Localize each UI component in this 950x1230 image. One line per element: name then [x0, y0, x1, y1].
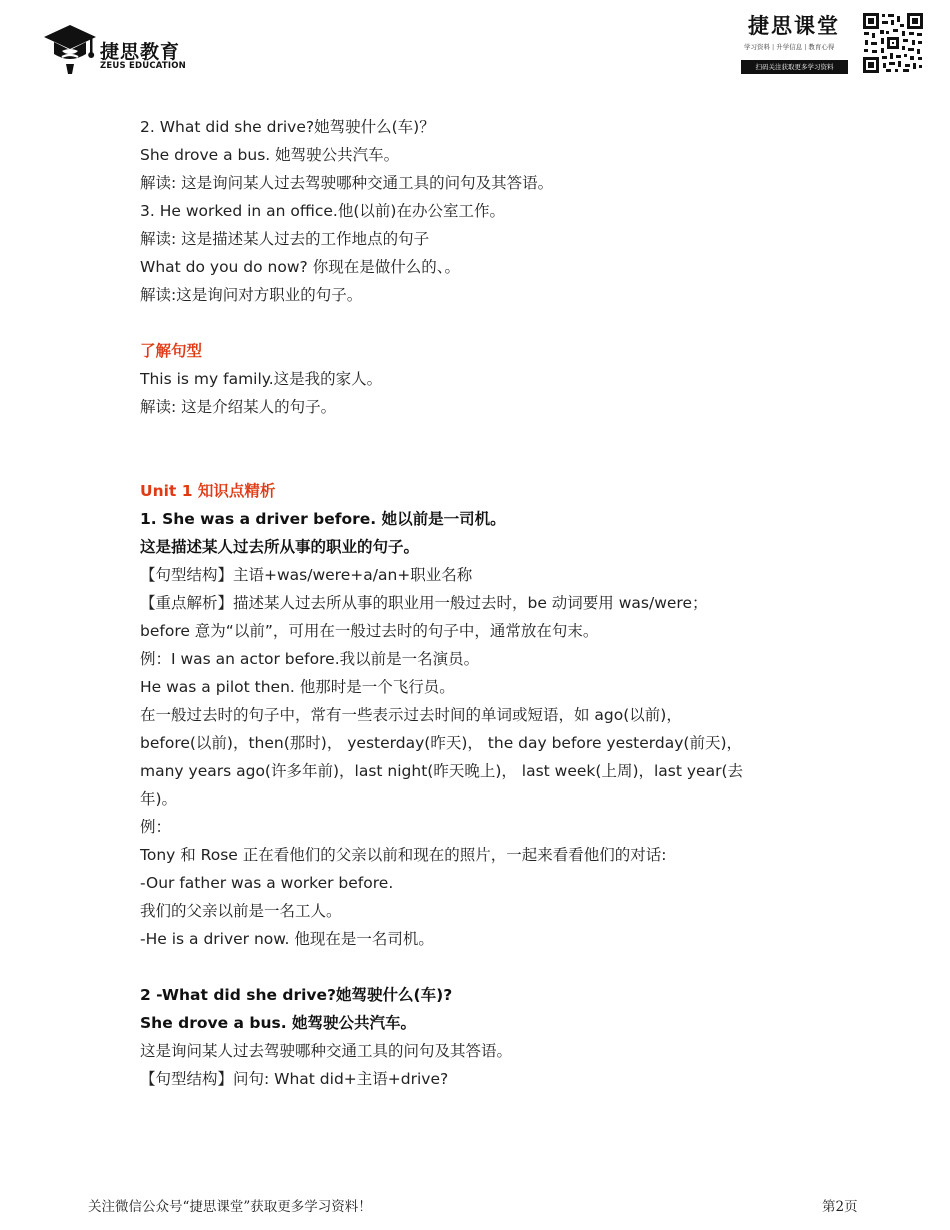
text-line: 解读:这是询问对方职业的句子。 — [140, 286, 363, 304]
brand-tag: 升学信息 — [776, 43, 803, 51]
page-content — [140, 113, 800, 1093]
section-heading: 了解句型 — [140, 342, 203, 360]
page-header — [0, 0, 950, 90]
text-line: 年)。 — [140, 790, 178, 808]
brand-tag: 教育心得 — [808, 43, 835, 51]
text-line: He was a pilot then. 他那时是一个飞行员。 — [140, 678, 455, 696]
point-subtitle: 这是描述某人过去所从事的职业的句子。 — [140, 538, 420, 556]
text-line: She drove a bus. 她驾驶公共汽车。 — [140, 146, 400, 164]
text-line: 【句型结构】主语+was/were+a/an+职业名称 — [140, 566, 473, 584]
footer-note: 关注微信公众号“捷思课堂”获取更多学习资料！ — [88, 1199, 372, 1215]
text-line: Tony 和 Rose 正在看他们的父亲以前和现在的照片，一起来看看他们的对话: — [140, 846, 667, 864]
text-line: What do you do now? 你现在是做什么的、。 — [140, 258, 460, 276]
brand-slogan-bar: 扫码关注获取更多学习资料 — [741, 60, 848, 74]
text-line: 解读: 这是询问某人过去驾驶哪种交通工具的问句及其答语。 — [140, 174, 554, 192]
text-line: 我们的父亲以前是一名工人。 — [140, 902, 342, 920]
page-footer — [0, 1192, 950, 1216]
zeus-education-logo — [42, 20, 192, 76]
brand-title: 捷思课堂 — [748, 13, 840, 38]
text-line: many years ago(许多年前)，last night(昨天晚上)， last week(上周)，last year(去 — [140, 762, 744, 780]
logo-english-name: ZEUS EDUCATION — [100, 61, 186, 71]
text-line: 解读: 这是描述某人过去的工作地点的句子 — [140, 230, 430, 248]
text-line: 在一般过去时的句子中，常有一些表示过去时间的单词或短语，如 ago(以前)， — [140, 706, 682, 724]
logo-name: 捷思教育 — [100, 41, 181, 63]
text-line: 【句型结构】问句: What did+主语+drive? — [140, 1070, 449, 1088]
text-line: 例： — [140, 818, 172, 836]
page-number: 第2页 — [822, 1199, 858, 1215]
brand-tag: 学习资料 — [744, 43, 770, 51]
point-subtitle: She drove a bus. 她驾驶公共汽车。 — [140, 1014, 417, 1032]
text-line: before(以前)，then(那时)， yesterday(昨天)， the day before yesterday(前天)， — [140, 734, 743, 752]
point-title: 1. She was a driver before. 她以前是一司机。 — [140, 510, 506, 528]
text-line: 【重点解析】描述某人过去所从事的职业用一般过去时，be 动词要用 was/were； — [140, 594, 708, 612]
graduation-cap-icon — [42, 20, 98, 76]
section-heading: Unit 1 知识点精析 — [140, 482, 276, 500]
brand-tags: 学习资料 | 升学信息 | 教育心得 — [744, 43, 835, 51]
jiesi-classroom-brand — [738, 10, 853, 78]
text-line: -Our father was a worker before. — [140, 874, 394, 892]
qr-code-icon — [862, 12, 924, 74]
text-line: 这是询问某人过去驾驶哪种交通工具的问句及其答语。 — [140, 1042, 513, 1060]
text-line: 2. What did she drive?她驾驶什么(车)？ — [140, 118, 435, 136]
text-line: before 意为“以前”，可用在一般过去时的句子中，通常放在句末。 — [140, 622, 599, 640]
text-line: 解读: 这是介绍某人的句子。 — [140, 398, 337, 416]
text-line: 3. He worked in an office.他(以前)在办公室工作。 — [140, 202, 505, 220]
text-line: 例：I was an actor before.我以前是一名演员。 — [140, 650, 480, 668]
text-line: -He is a driver now. 他现在是一名司机。 — [140, 930, 434, 948]
text-line: This is my family.这是我的家人。 — [140, 370, 383, 388]
point-title: 2 -What did she drive?她驾驶什么(车)? — [140, 986, 453, 1004]
